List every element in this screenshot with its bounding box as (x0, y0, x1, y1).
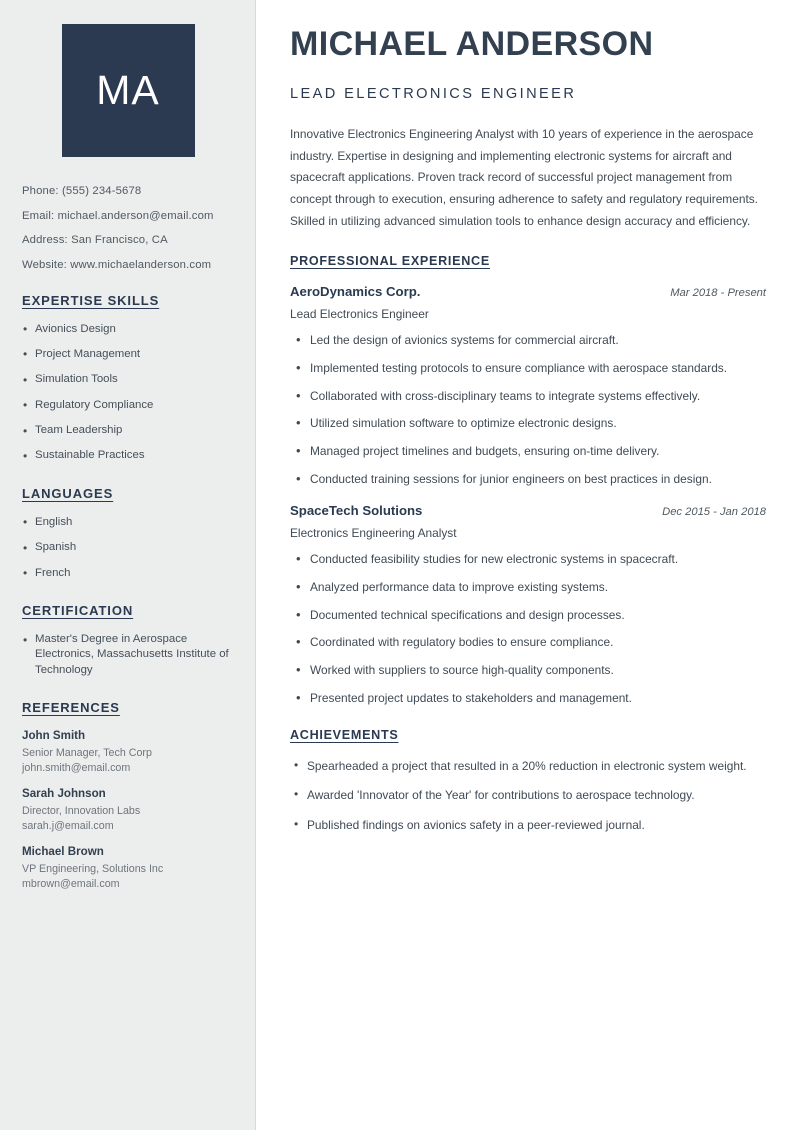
list-item: • Sustainable Practices (22, 448, 234, 463)
list-item (22, 729, 234, 774)
list-item: • Published findings on avionics safety in a peer-reviewed journal. (290, 817, 766, 834)
reference-role: Senior Manager, Tech Corp (22, 746, 152, 759)
position-title: Electronics Engineering Analyst (290, 526, 457, 541)
monogram-container (22, 0, 234, 157)
reference-name: John Smith (22, 729, 86, 743)
certification-heading: CERTIFICATION (22, 603, 134, 619)
list-item: • Awarded 'Innovator of the Year' for contributions to aerospace technology. (290, 787, 766, 804)
list-item: • Spearheaded a project that resulted in a 20% reduction in electronic system weight. (290, 758, 766, 775)
employment-dates: Mar 2018 - Present (670, 287, 766, 300)
company-name: SpaceTech Solutions (290, 503, 423, 519)
list-item: • Analyzed performance data to improve existing systems. (290, 579, 766, 596)
certification-list (22, 632, 234, 678)
sidebar-divider (255, 0, 256, 1130)
list-item: • Master's Degree in Aerospace Electronics, Massachusetts Institute of Technology (22, 632, 234, 678)
professional-summary: Innovative Electronics Engineering Analyst with 10 years of experience in the aerospace industry. Expertise in designing and implementing electronic systems for aircraft and spacecraft applications. Proven track record of successful project management from concept through to execution, ensuring adherence to safety and regulatory requirements. Skilled in utilizing advanced simulation tools to enhance design accuracy and efficiency. (290, 127, 758, 228)
list-item: • Utilized simulation software to optimize electronic designs. (290, 415, 766, 432)
professional-experience-heading: PROFESSIONAL EXPERIENCE (290, 254, 490, 269)
reference-name: Michael Brown (22, 845, 104, 859)
references-heading: REFERENCES (22, 700, 120, 716)
list-item: • Implemented testing protocols to ensure compliance with aerospace standards. (290, 360, 766, 377)
main-content (256, 0, 800, 1130)
section-expertise-skills (22, 293, 234, 464)
page-title: MICHAEL ANDERSON (290, 25, 654, 63)
list-item: • English (22, 515, 234, 530)
list-item: • Spanish (22, 540, 234, 555)
list-item: • Team Leadership (22, 423, 234, 438)
expertise-skills-list (22, 322, 234, 464)
list-item: • Worked with suppliers to source high-quality components. (290, 662, 766, 679)
contact-phone: Phone: (555) 234-5678 (22, 185, 142, 197)
languages-list (22, 515, 234, 581)
responsibility-list (290, 551, 766, 706)
job-role-subtitle: LEAD ELECTRONICS ENGINEER (290, 86, 577, 103)
achievements-list (290, 758, 766, 833)
languages-heading: LANGUAGES (22, 485, 114, 501)
experience-entry-header (290, 284, 766, 299)
reference-role: Director, Innovation Labs (22, 804, 141, 817)
list-item: • Presented project updates to stakeholders and management. (290, 690, 766, 707)
company-name: AeroDynamics Corp. (290, 284, 421, 300)
experience-entry (290, 284, 766, 487)
list-item: • Led the design of avionics systems for commercial aircraft. (290, 332, 766, 349)
list-item (22, 787, 234, 832)
experience-entry-header (290, 503, 766, 518)
reference-email: sarah.j@email.com (22, 820, 114, 833)
contact-address: Address: San Francisco, CA (22, 234, 168, 246)
reference-name: Sarah Johnson (22, 787, 106, 801)
reference-email: john.smith@email.com (22, 762, 131, 775)
reference-email: mbrown@email.com (22, 878, 120, 891)
position-title: Lead Electronics Engineer (290, 307, 429, 322)
achievements-heading: ACHIEVEMENTS (290, 728, 399, 743)
experience-entry (290, 503, 766, 706)
list-item: • Project Management (22, 347, 234, 362)
reference-role: VP Engineering, Solutions Inc (22, 862, 164, 875)
employment-dates: Dec 2015 - Jan 2018 (662, 506, 766, 519)
list-item: • French (22, 566, 234, 581)
list-item: • Collaborated with cross-disciplinary teams to integrate systems effectively. (290, 388, 766, 405)
list-item: • Managed project timelines and budgets, ensuring on-time delivery. (290, 443, 766, 460)
list-item (22, 845, 234, 890)
list-item: • Documented technical specifications and design processes. (290, 607, 766, 624)
expertise-skills-heading: EXPERTISE SKILLS (22, 292, 160, 308)
contact-website: Website: www.michaelanderson.com (22, 258, 212, 271)
responsibility-list (290, 332, 766, 487)
list-item: • Avionics Design (22, 322, 234, 337)
section-references (22, 700, 234, 890)
list-item: • Conducted feasibility studies for new electronic systems in spacecraft. (290, 551, 766, 568)
section-professional-experience (290, 254, 766, 706)
list-item: • Simulation Tools (22, 372, 234, 387)
list-item: • Regulatory Compliance (22, 398, 234, 413)
list-item: • Conducted training sessions for junior engineers on best practices in design. (290, 471, 766, 488)
sidebar (0, 0, 256, 1130)
section-certification (22, 603, 234, 678)
section-languages (22, 486, 234, 581)
contact-email: Email: michael.anderson@email.com (22, 209, 214, 222)
section-achievements (290, 728, 766, 833)
contact-block (22, 185, 234, 271)
list-item: • Coordinated with regulatory bodies to ensure compliance. (290, 634, 766, 651)
avatar-monogram: MA (62, 24, 195, 157)
